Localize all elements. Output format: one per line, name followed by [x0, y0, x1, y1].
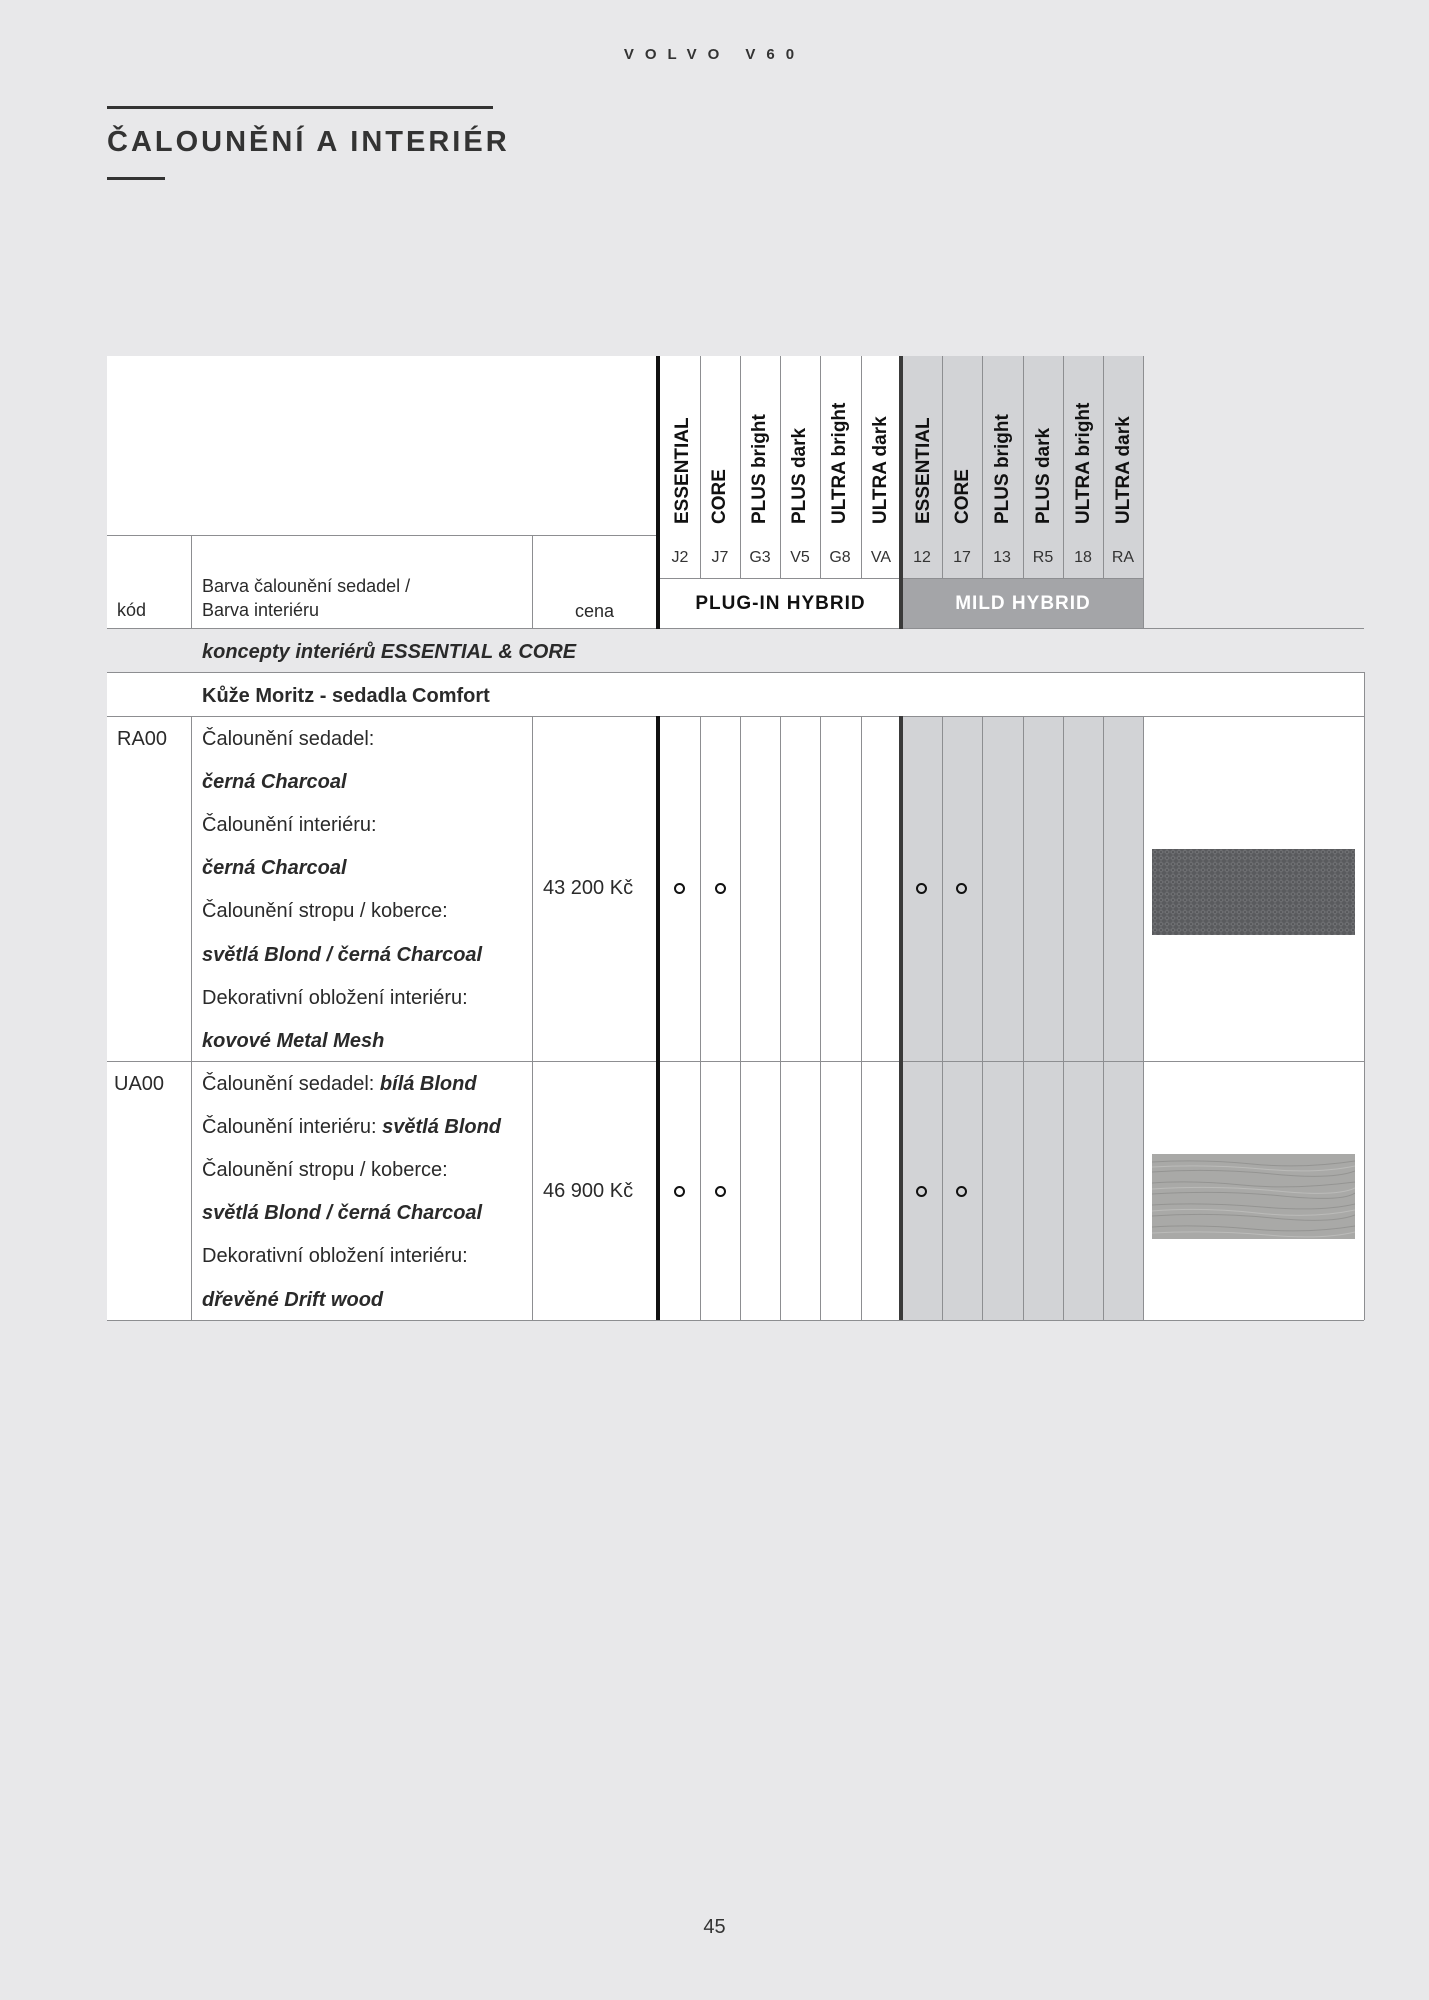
availability-mark [916, 1186, 927, 1197]
page-number: 45 [703, 1916, 726, 1938]
rule [780, 356, 781, 578]
trim-header: CORE [709, 469, 730, 524]
rule [982, 716, 983, 1320]
desc-line: Dekorativní obložení interiéru: [202, 1245, 468, 1267]
desc-line [202, 1073, 477, 1096]
trim-code: 13 [993, 549, 1011, 566]
rule [1143, 716, 1144, 1320]
trim-code: RA [1111, 549, 1135, 566]
availability-mark [956, 883, 967, 894]
rule [1103, 716, 1104, 1320]
rule [740, 716, 741, 1320]
desc-line: Čalounění stropu / koberce: [202, 900, 448, 922]
brand-header: VOLVO V60 [623, 46, 806, 63]
col-header-price: cena [575, 601, 615, 621]
col-header-color-2: Barva interiéru [202, 600, 320, 620]
desc-line [202, 1116, 501, 1139]
desc-line: Čalounění sedadel: [202, 728, 375, 750]
rule [820, 356, 821, 578]
desc-value: bílá Blond [379, 1073, 477, 1095]
rule [191, 716, 192, 1320]
rule [982, 356, 983, 578]
desc-value: kovové Metal Mesh [202, 1030, 385, 1052]
rule [1063, 716, 1064, 1320]
trim-header: ULTRA dark [870, 416, 891, 524]
trim-header: ESSENTIAL [672, 417, 693, 524]
rule [942, 716, 943, 1320]
desc-line: Čalounění stropu / koberce: [202, 1159, 448, 1181]
trim-header: PLUS dark [789, 427, 810, 524]
rule [861, 716, 862, 1320]
rule [700, 716, 701, 1320]
trim-code: G8 [829, 549, 851, 566]
desc-line: Dekorativní obložení interiéru: [202, 987, 468, 1009]
desc-line: Čalounění interiéru: [202, 814, 377, 836]
trim-header: PLUS bright [992, 414, 1013, 524]
trim-code: 18 [1074, 549, 1092, 566]
mild-separator [899, 356, 903, 629]
page-title: ČALOUNĚNÍ A INTERIÉR [107, 126, 510, 158]
rule [1023, 356, 1024, 578]
trim-header: ULTRA dark [1113, 416, 1134, 524]
trim-code: 12 [913, 549, 931, 566]
row-price: 46 900 Kč [543, 1180, 634, 1202]
rule [1063, 356, 1064, 578]
desc-label: Čalounění interiéru: [202, 1116, 383, 1138]
plugin-hybrid-label: PLUG-IN HYBRID [695, 593, 866, 614]
rule [1103, 356, 1104, 578]
rule [107, 672, 1364, 673]
rule [107, 535, 659, 536]
rule [532, 716, 533, 1320]
rule [107, 716, 1364, 717]
drift-wood-swatch [1152, 1154, 1355, 1239]
trim-header: CORE [952, 469, 973, 524]
rule [107, 628, 1364, 629]
trim-header: ESSENTIAL [913, 417, 934, 524]
rule [107, 1061, 1364, 1062]
trim-code: J7 [711, 549, 729, 566]
mild-separator [899, 716, 903, 1320]
row-price: 43 200 Kč [543, 877, 634, 899]
trim-code: J2 [671, 549, 689, 566]
availability-mark [674, 1186, 685, 1197]
desc-value: černá Charcoal [202, 771, 347, 793]
desc-value: černá Charcoal [202, 857, 347, 879]
rule [1143, 356, 1144, 629]
trim-header: PLUS dark [1033, 427, 1054, 524]
availability-mark [956, 1186, 967, 1197]
col-header-color-1: Barva čalounění sedadel / [202, 576, 411, 596]
desc-value: světlá Blond [382, 1116, 502, 1138]
section-concepts: koncepty interiérů ESSENTIAL & CORE [202, 641, 577, 663]
rule [942, 356, 943, 578]
rule [1023, 716, 1024, 1320]
desc-value: světlá Blond / černá Charcoal [202, 944, 483, 966]
rule [740, 356, 741, 578]
trim-header: ULTRA bright [1073, 402, 1094, 524]
rule [1364, 672, 1365, 1320]
col-header-code: kód [117, 600, 147, 620]
rule [532, 535, 533, 628]
trim-code: 17 [953, 549, 971, 566]
trim-header: ULTRA bright [829, 402, 850, 524]
rule [820, 716, 821, 1320]
row-code: RA00 [117, 728, 168, 750]
rule [861, 356, 862, 578]
plugin-separator [656, 716, 660, 1320]
desc-value: světlá Blond / černá Charcoal [202, 1202, 483, 1224]
rule [191, 535, 192, 628]
availability-mark [916, 883, 927, 894]
trim-code: VA [870, 549, 892, 566]
mild-hybrid-label: MILD HYBRID [955, 593, 1091, 614]
trim-code: G3 [749, 549, 771, 566]
trim-code: R5 [1032, 549, 1054, 566]
rule [107, 1320, 1364, 1321]
section-material: Kůže Moritz - sedadla Comfort [202, 685, 490, 707]
availability-mark [674, 883, 685, 894]
rule [780, 716, 781, 1320]
row-code: UA00 [114, 1073, 165, 1095]
availability-mark [715, 883, 726, 894]
trim-code: V5 [790, 549, 810, 566]
availability-mark [715, 1186, 726, 1197]
desc-value: dřevěné Drift wood [202, 1289, 384, 1311]
desc-label: Čalounění sedadel: [202, 1073, 380, 1095]
rule [700, 356, 701, 578]
metal-mesh-swatch [1152, 849, 1355, 935]
plugin-separator [656, 356, 660, 629]
trim-header: PLUS bright [749, 414, 770, 524]
